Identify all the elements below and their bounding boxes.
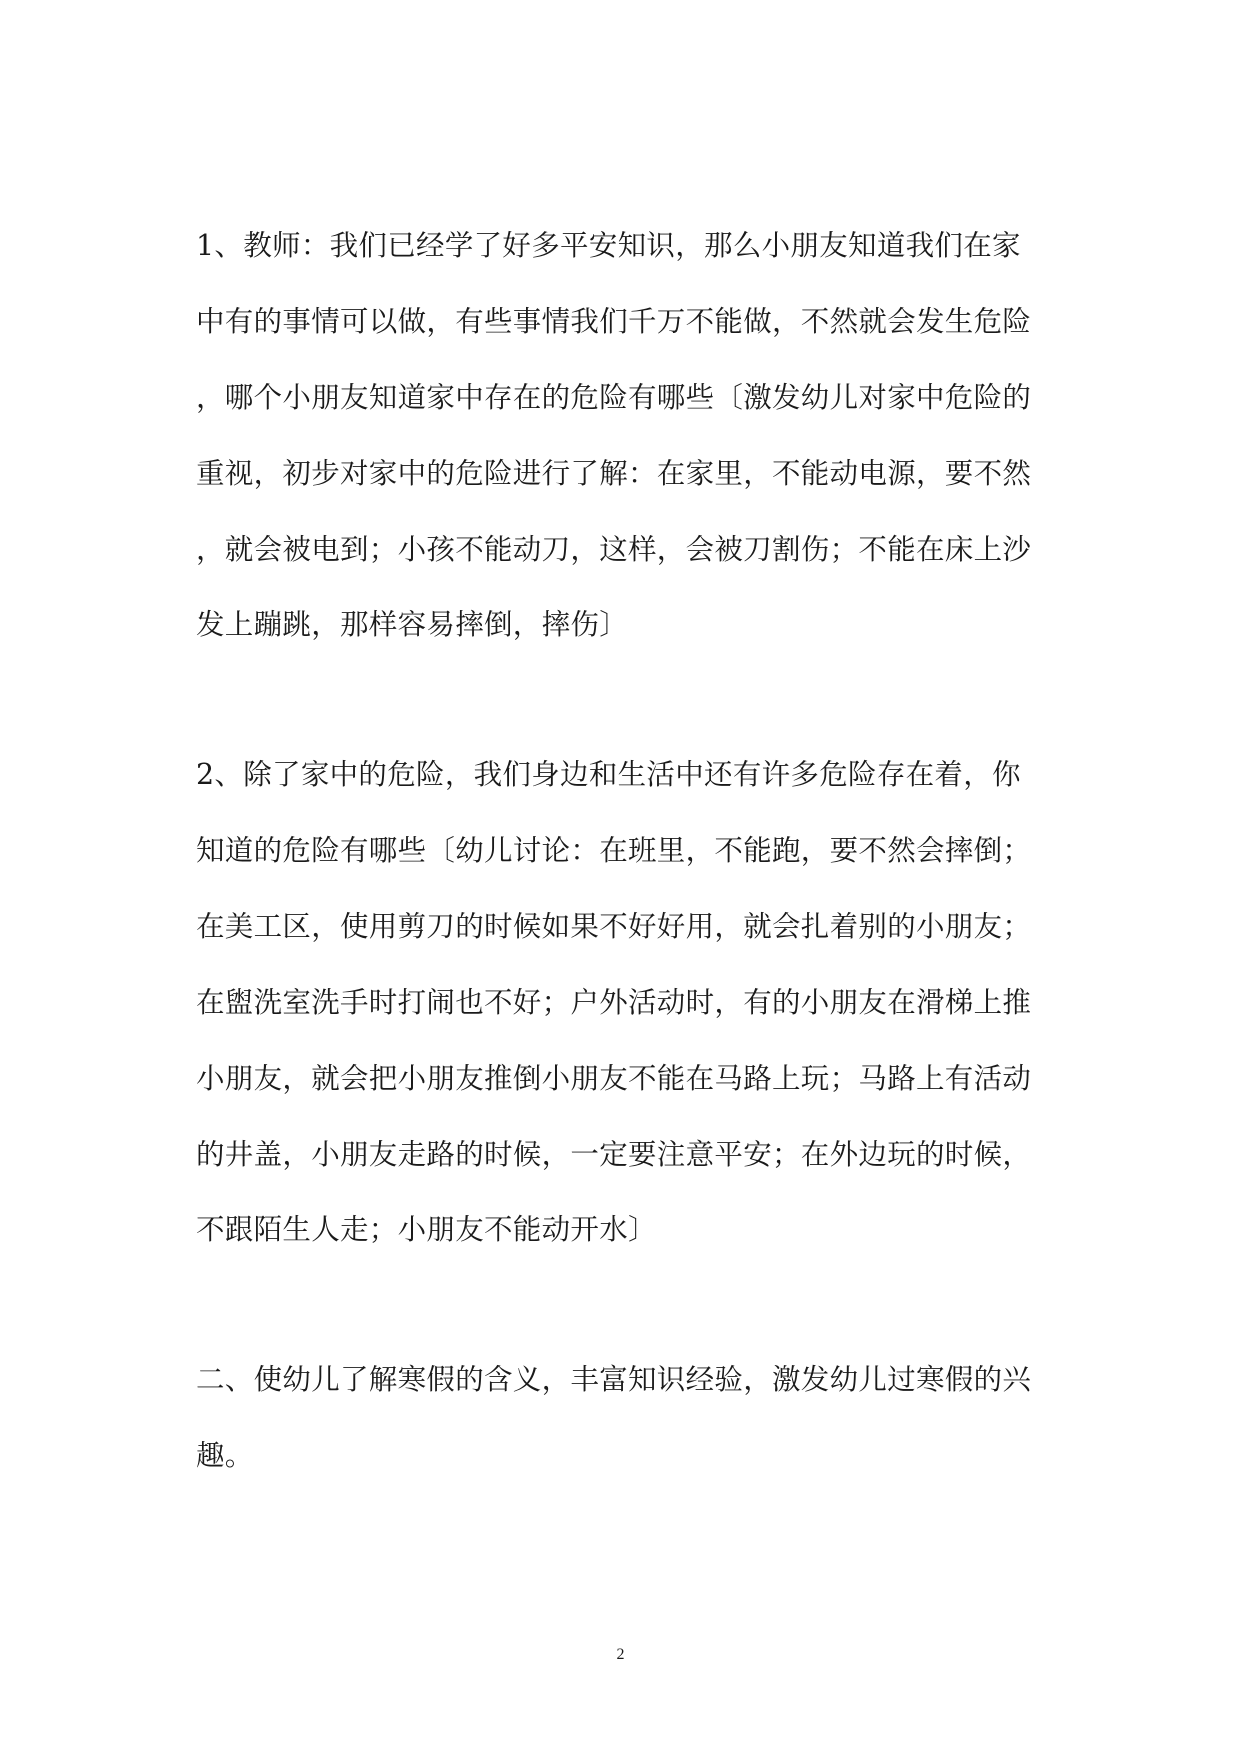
page-number: 2 — [616, 1646, 625, 1663]
text-line: 1、教师：我们已经学了好多平安知识，那么小朋友知道我们在家 — [196, 229, 1021, 262]
text-line: 知道的危险有哪些〔幼儿讨论：在班里，不能跑，要不然会摔倒； — [196, 834, 1032, 867]
text-line: 二、使幼儿了解寒假的含义，丰富知识经验，激发幼儿过寒假的兴 — [196, 1363, 1032, 1396]
text-line: 发上蹦跳，那样容易摔倒，摔伤〕 — [196, 608, 629, 641]
text-line: 中有的事情可以做，有些事情我们千万不能做，不然就会发生危险 — [196, 305, 1032, 338]
text-line: 在盥洗室洗手时打闹也不好；户外活动时，有的小朋友在滑梯上推 — [196, 986, 1032, 1019]
text-line: ，哪个小朋友知道家中存在的危险有哪些〔激发幼儿对家中危险的 — [196, 381, 1032, 414]
text-line: 趣。 — [196, 1439, 254, 1472]
text-line: 在美工区，使用剪刀的时候如果不好好用，就会扎着别的小朋友； — [196, 910, 1032, 943]
text-line: ，就会被电到；小孩不能动刀，这样，会被刀割伤；不能在床上沙 — [196, 533, 1032, 566]
text-line: 重视，初步对家中的危险进行了解：在家里，不能动电源，要不然 — [196, 457, 1032, 490]
text-line: 小朋友，就会把小朋友推倒小朋友不能在马路上玩；马路上有活动 — [196, 1062, 1032, 1095]
text-line: 不跟陌生人走；小朋友不能动开水〕 — [196, 1213, 657, 1246]
text-line: 的井盖，小朋友走路的时候，一定要注意平安；在外边玩的时候， — [196, 1138, 1032, 1171]
text-line: 2、除了家中的危险，我们身边和生活中还有许多危险存在着，你 — [196, 758, 1021, 791]
